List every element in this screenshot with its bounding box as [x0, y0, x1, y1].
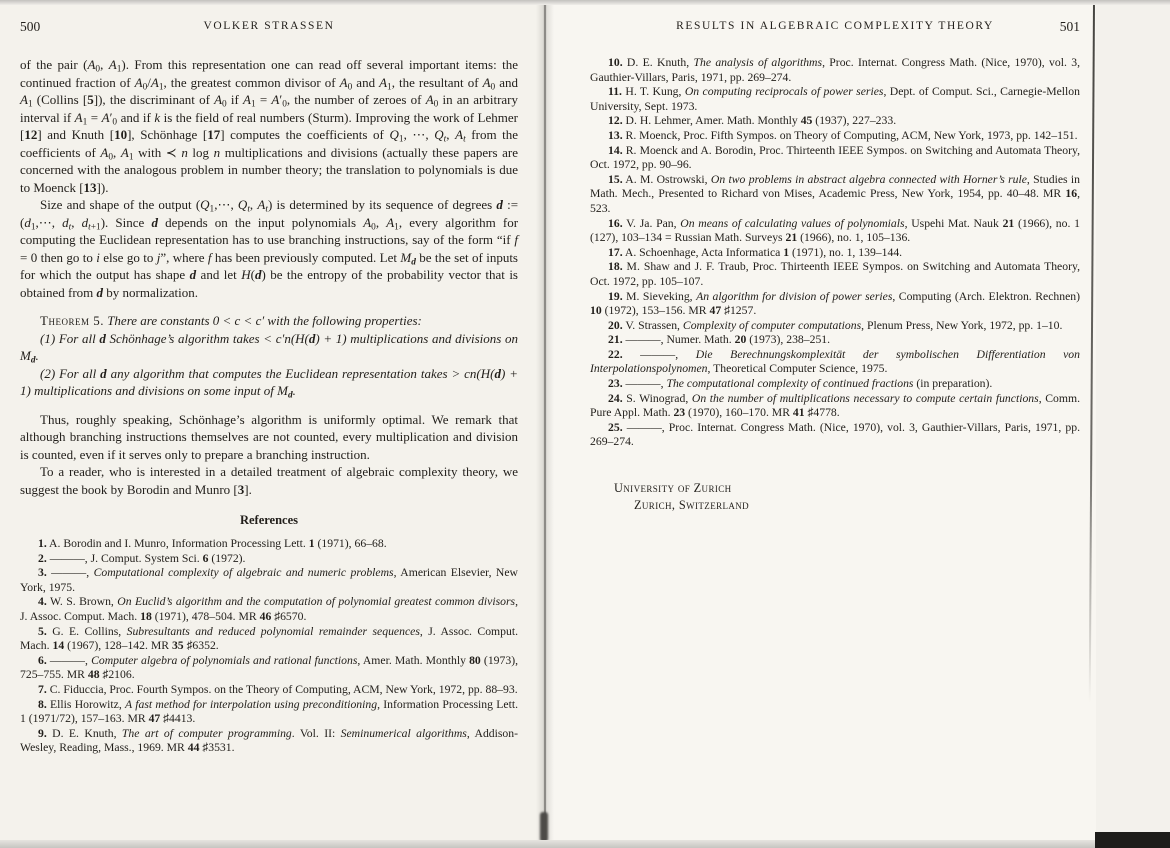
- scan-edge-top: [0, 0, 1170, 5]
- reference-item: 15. A. M. Ostrowski, On two problems in abstract algebra connected with Horner’s rule, Studies in Math. Mech., Presented to Richard von Mises, Academic Press, New York, 1954, pp. 40–48. MR 16, 523.: [590, 172, 1080, 215]
- running-head-left: VOLKER STRASSEN: [203, 20, 335, 32]
- reference-item: 1. A. Borodin and I. Munro, Information Processing Lett. 1 (1971), 66–68.: [38, 537, 387, 550]
- right-references-list: [590, 56, 1080, 450]
- left-references-list: [20, 537, 518, 756]
- affiliation-university: University of Zurich: [614, 481, 732, 496]
- gutter-fold-line: [544, 3, 546, 833]
- page-number-left: 500: [20, 19, 41, 34]
- page-header-left: [20, 20, 518, 36]
- paragraph: (2) For all d any algorithm that computes the Euclidean representation takes > cn(H(d) + 1) multiplications and divisions on some input of $M_d$.: [20, 365, 519, 401]
- affiliation-block: [590, 480, 1080, 514]
- reference-item: 10. D. E. Knuth, The analysis of algorithms, Proc. Internat. Congress Math. (Nice, 1970), vol. 3, Gauthier-Villars, Paris, 1971, pp. 269–274.: [590, 56, 1080, 84]
- reference-item: 14. R. Moenck and A. Borodin, Proc. Thirteenth IEEE Sympos. on Switching and Automata Theory, Oct. 1972, pp. 90–96.: [590, 143, 1080, 172]
- scan-edge-bottom-dark: [1095, 832, 1170, 848]
- left-page-body: [20, 56, 518, 498]
- reference-item: 16. V. Ja. Pan, On means of calculating values of polynomials, Uspehi Mat. Nauk 21 (1966), no. 1 (127), 103–134 = Russian Math. Surveys 21 (1966), no. 1, 105–136.: [590, 216, 1080, 245]
- paragraph: Theorem 5. There are constants 0 < c < c′ with the following properties:: [40, 313, 422, 328]
- reference-item: 23. ———, The computational complexity of continued fractions (in preparation).: [608, 377, 993, 391]
- paragraph: (1) For all d Schönhage’s algorithm takes < c′n(H(d) + 1) multiplications and divisions on $M_d$.: [20, 330, 519, 366]
- reference-item: 17. A. Schoenhage, Acta Informatica 1 (1971), no. 1, 139–144.: [608, 245, 903, 259]
- reference-item: 25. ———, Proc. Internat. Congress Math. (Nice, 1970), vol. 3, Gauthier-Villars, Paris, 1971, pp. 269–274.: [590, 420, 1080, 449]
- reference-item: 7. C. Fiduccia, Proc. Fourth Sympos. on the Theory of Computing, ACM, New York, 1972, pp. 88–93.: [38, 682, 518, 696]
- page-header-right: [590, 20, 1080, 36]
- reference-item: 18. M. Shaw and J. F. Traub, Proc. Thirteenth IEEE Sympos. on Switching and Automata Theory, Oct. 1972, pp. 105–107.: [590, 260, 1080, 288]
- paragraph: Size and shape of the output ($Q_1,\cdots$, $Q_t$, $A_t$) is determined by its sequence of degrees d := ($d_1,\cdots$, $d_t$, $d_{t+1}$). Since d depends on the input polynomials $A_0$, $A_1$, every algorithm for computing the Euclidean representation has to use branching instructions, say of the form “if f = 0 then go to i else go to j”, where f has been previously computed. Let $M_d$ be the set of inputs for which the output has shape d and let H(d) be the entropy of the probability vector that is obtained from d by normalization.: [20, 197, 519, 300]
- paragraph: To a reader, who is interested in a detailed treatment of algebraic complexity theory, we suggest the book by Borodin and Munro [3].: [20, 464, 518, 497]
- reference-item: 9. D. E. Knuth, The art of computer programming. Vol. II: Seminumerical algorithms, Addison-Wesley, Reading, Mass., 1969. MR 44 ♯3531.: [20, 726, 519, 755]
- reference-item: 6. ———, Computer algebra of polynomials and rational functions, Amer. Math. Monthly 80 (1973), 725–755. MR 48 ♯2106.: [20, 653, 519, 682]
- reference-item: 4. W. S. Brown, On Euclid’s algorithm and the computation of polynomial greatest common divisors, J. Assoc. Comput. Mach. 18 (1971), 478–504. MR 46 ♯6570.: [20, 595, 518, 623]
- reference-item: 13. R. Moenck, Proc. Fifth Sympos. on Theory of Computing, ACM, New York, 1973, pp. 142–151.: [608, 128, 1078, 142]
- scan-right-margin: [1096, 0, 1170, 848]
- reference-item: 2. ———, J. Comput. System Sci. 6 (1972).: [38, 551, 246, 565]
- reference-item: 20. V. Strassen, Complexity of computer computations, Plenum Press, New York, 1972, pp. 1–10.: [608, 318, 1063, 332]
- running-head-right: RESULTS IN ALGEBRAIC COMPLEXITY THEORY: [676, 20, 994, 32]
- reference-item: 5. G. E. Collins, Subresultants and reduced polynomial remainder sequences, J. Assoc. Comput. Mach. 14 (1967), 128–142. MR 35 ♯6352.: [20, 624, 518, 653]
- gutter-shadow-bottom: [540, 812, 548, 842]
- reference-item: 12. D. H. Lehmer, Amer. Math. Monthly 45 (1937), 227–233.: [608, 114, 897, 128]
- reference-item: 8. Ellis Horowitz, A fast method for interpolation using preconditioning, Information Processing Lett. 1 (1971/72), 157–163. MR 47 ♯4413.: [20, 697, 518, 726]
- reference-item: 24. S. Winograd, On the number of multiplications necessary to compute certain functions, Comm. Pure Appl. Math. 23 (1970), 160–170. MR 41 ♯4778.: [590, 391, 1080, 420]
- page-number-right: 501: [1059, 19, 1080, 34]
- paragraph: Thus, roughly speaking, Schönhage’s algorithm is uniformly optimal. We remark that although branching instructions themselves are not counted, every multiplication and division is counted, even if it serves only to prepare a branching instruction.: [20, 411, 518, 462]
- reference-item: 11. H. T. Kung, On computing reciprocals of power series, Dept. of Comput. Sci., Carnegie-Mellon University, Sept. 1973.: [590, 85, 1080, 113]
- reference-item: 21. ———, Numer. Math. 20 (1973), 238–251.: [608, 333, 831, 347]
- reference-item: 3. ———, Computational complexity of algebraic and numeric problems, American Elsevier, New York, 1975.: [20, 566, 518, 594]
- page-right: [546, 0, 1096, 848]
- scan-edge-bottom: [0, 840, 1100, 848]
- references-title: References: [239, 513, 299, 527]
- reference-item: 19. M. Sieveking, An algorithm for division of power series, Computing (Arch. Elektron. Rechnen) 10 (1972), 153–156. MR 47 ♯1257.: [590, 289, 1081, 318]
- reference-item: 22. ———, Die Berechnungskomplexität der symbolischen Differentiation von Interpolationspolynomen, Theoretical Computer Science, 1975.: [590, 347, 1080, 376]
- paragraph: of the pair ($A_0$, $A_1$). From this representation one can read off several important items: the continued fraction of $A_0/A_1$, the greatest common divisor of $A_0$ and $A_1$, the resultant of $A_0$ and $A_1$ (Collins [5]), the discriminant of $A_0$ if $A_1 = A'_0$, the number of zeroes of $A_0$ in an arbitrary interval if $A_1 = A'_0$ and if k is the field of real numbers (Sturm). Improving the work of Lehmer [12] and Knuth [10], Schönhage [17] computes the coefficients of $Q_1$, ⋯, $Q_t$, $A_t$ from the coefficients of $A_0$, $A_1$ with ≺ n log n multiplications and divisions (actually these papers are concerned with the analogous problem in number theory; the translation to polynomials is due to Moenck [13]).: [20, 57, 519, 195]
- affiliation-city: Zurich, Switzerland: [634, 498, 750, 513]
- page-left: [0, 0, 546, 848]
